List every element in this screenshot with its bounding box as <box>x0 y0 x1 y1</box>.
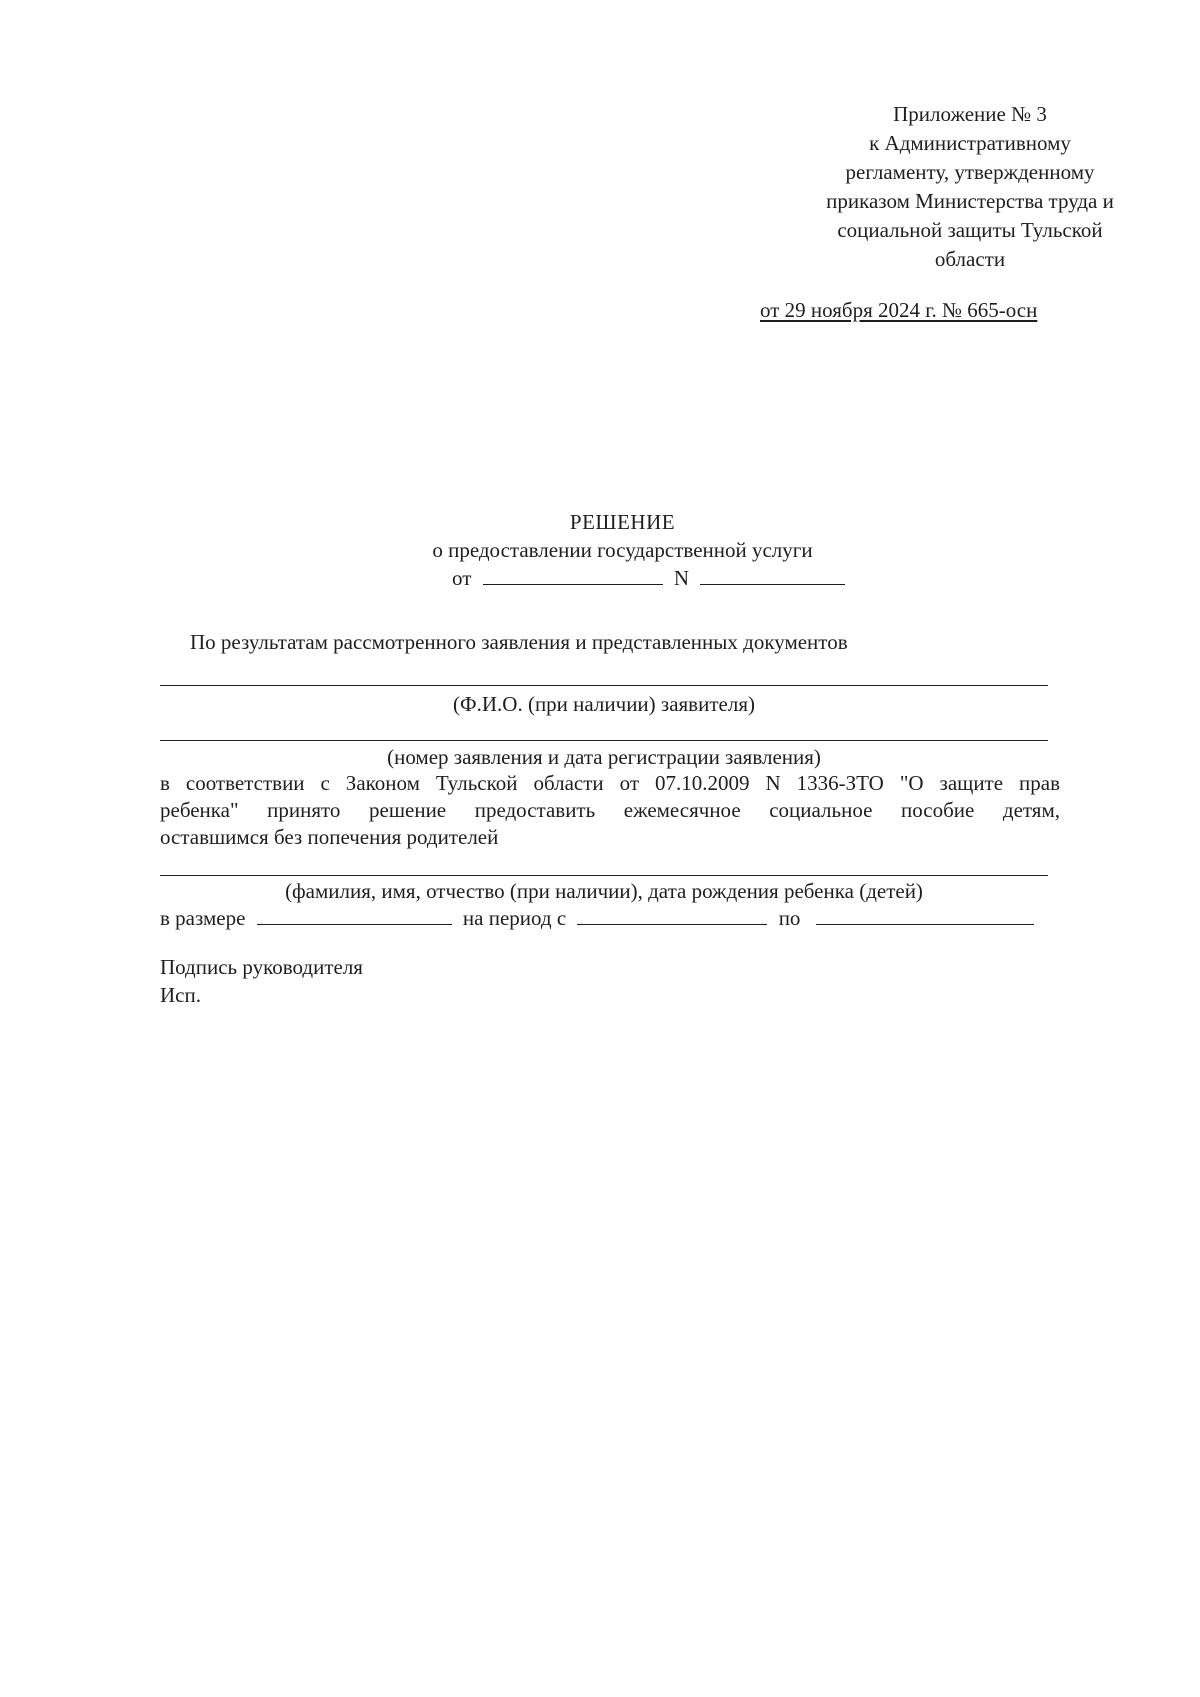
application-number-blank-field[interactable] <box>160 740 1048 741</box>
decision-subtitle: о предоставлении государственной услуги <box>432 538 813 562</box>
appendix-line-3: регламенту, утвержденному <box>845 160 1095 184</box>
date-blank-field[interactable] <box>483 566 663 585</box>
number-prefix: N <box>673 566 690 590</box>
appendix-header <box>770 100 1170 274</box>
amount-blank-field[interactable] <box>257 906 452 925</box>
order-reference: от 29 ноября 2024 г. № 665-осн <box>760 298 1038 322</box>
appendix-line-4: приказом Министерства труда и <box>826 189 1114 213</box>
appendix-line-6: области <box>934 247 1006 271</box>
period-from-label: на период с <box>462 906 567 930</box>
decision-date-number-line <box>452 566 845 591</box>
decision-title-block <box>0 508 1200 564</box>
appendix-line-5: социальной защиты Тульской <box>837 218 1103 242</box>
child-caption: (фамилия, имя, отчество (при наличии), дата рождения ребенка (детей) <box>285 879 923 903</box>
period-to-blank-field[interactable] <box>816 906 1034 925</box>
amount-prefix: в размере <box>160 906 246 930</box>
appendix-line-2: к Административному <box>869 131 1071 155</box>
decision-title: РЕШЕНИЕ <box>569 510 676 534</box>
number-blank-field[interactable] <box>700 566 845 585</box>
child-info-blank-field[interactable] <box>160 875 1048 876</box>
appendix-line-1: Приложение № 3 <box>893 102 1047 126</box>
period-to-label: по <box>778 906 801 930</box>
application-caption: (номер заявления и дата регистрации заявления) <box>387 745 821 769</box>
intro-text: По результатам рассмотренного заявления и представленных документов <box>190 630 848 654</box>
period-from-blank-field[interactable] <box>577 906 767 925</box>
applicant-name-blank-field[interactable] <box>160 685 1048 686</box>
date-prefix: от <box>452 566 472 590</box>
applicant-caption: (Ф.И.О. (при наличии) заявителя) <box>453 692 755 716</box>
law-line-3: оставшимся без попечения родителей <box>160 825 499 849</box>
signature-label: Подпись руководителя <box>160 955 363 979</box>
law-line-2: ребенка" принято решение предоставить ежемесячное социальное пособие детям, <box>160 798 1060 822</box>
law-paragraph <box>160 770 1060 851</box>
executor-label: Исп. <box>160 983 201 1007</box>
law-line-1: в соответствии с Законом Тульской области от 07.10.2009 N 1336-ЗТО "О защите прав <box>160 771 1060 795</box>
amount-period-line <box>160 906 1060 931</box>
signature-block <box>160 953 363 1009</box>
